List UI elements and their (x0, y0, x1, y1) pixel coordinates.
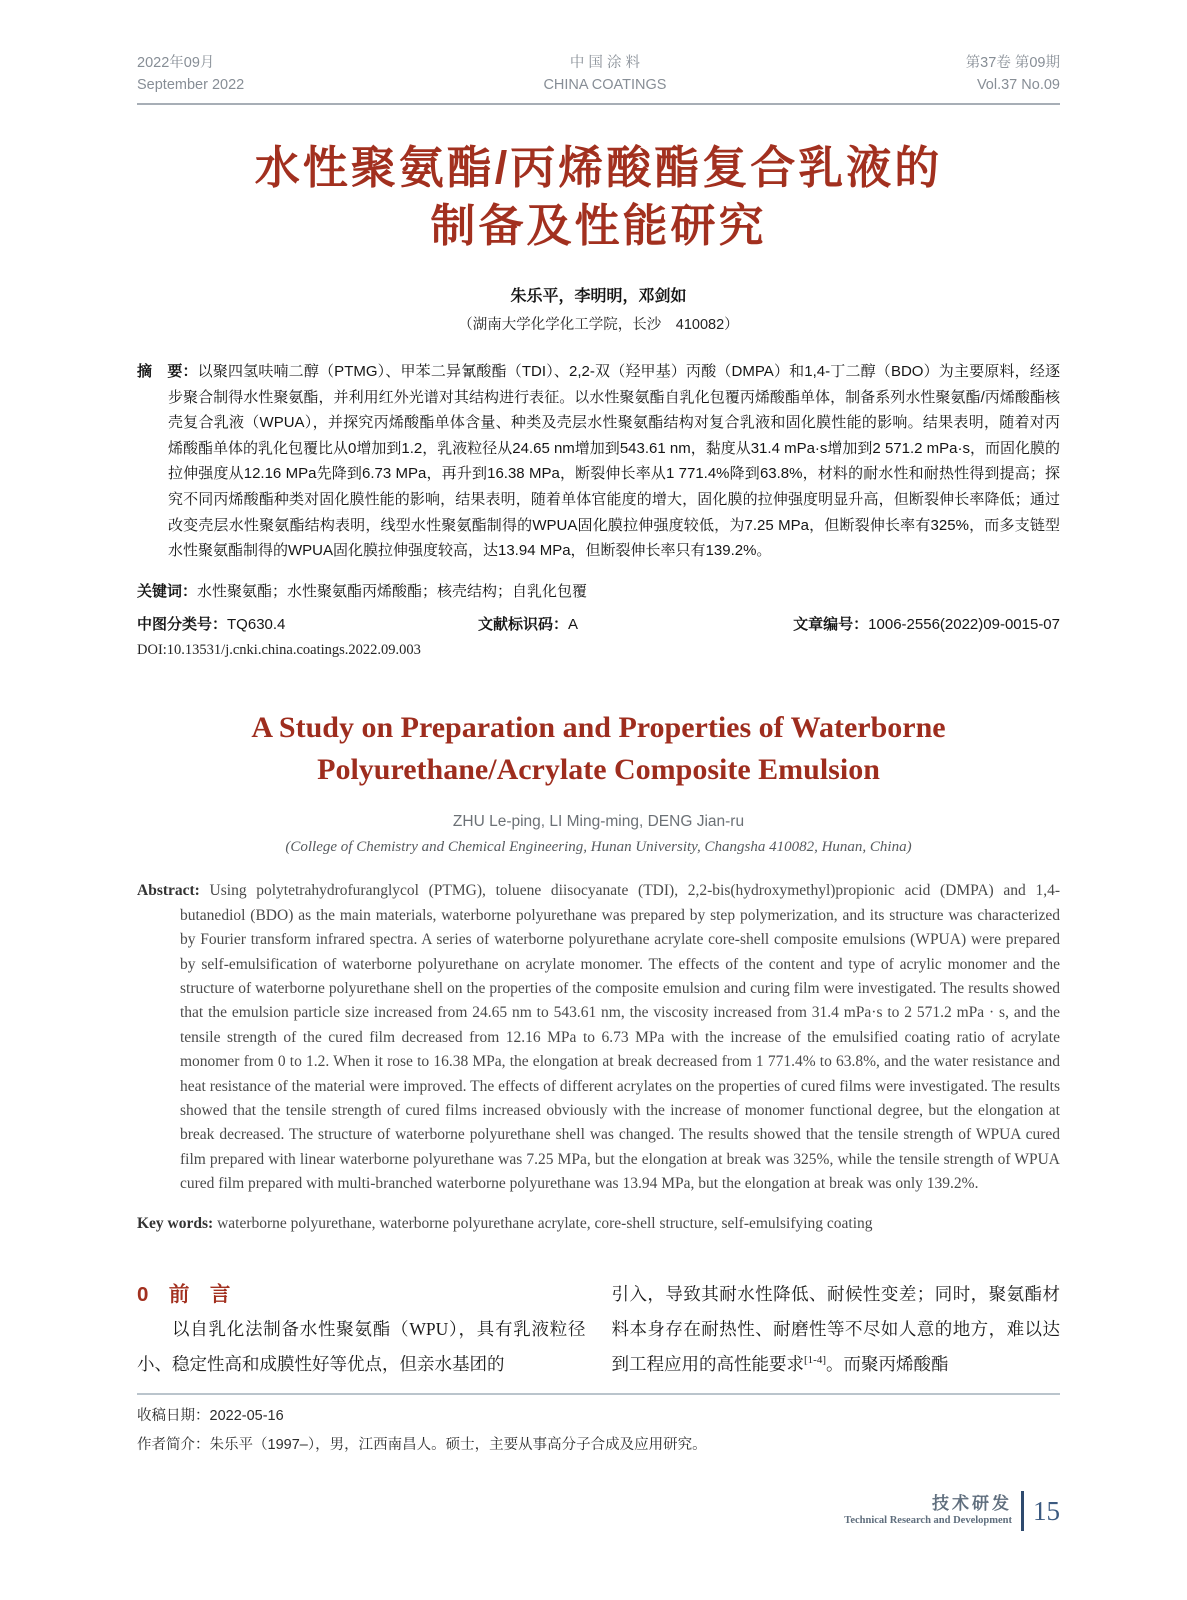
author-bio-label: 作者简介： (137, 1436, 210, 1453)
article-id-label: 文章编号： (793, 616, 869, 634)
intro-paragraph-right (612, 1277, 1061, 1382)
abstract-en-text: Using polytetrahydrofuranglycol (PTMG), toluene diisocyanate (TDI), 2,2-bis(hydroxymethyl)propionic acid (DMPA) and 1,4-butanediol (BDO) as the main materials, waterborne polyurethane was prepared by step polymerization, and its structure was characterized by Fourier transform infrared spectra. A series of waterborne polyurethane acrylate core-shell composite emulsions (WPUA) were prepared by self-emulsification of waterborne polyurethane on acrylate monomer. The effects of the content and type of acrylic monomer and the structure of waterborne polyurethane shell on the properties of the composite emulsion and curing film were investigated. The results showed that the emulsion particle size increased from 24.65 nm to 543.61 nm, the viscosity increased from 31.4 mPa·s to 2 571.2 mPa · s, and the tensile strength of the cured film decreased from 12.16 MPa to 6.73 MPa with the increase of the emulsified coating ratio of acrylate monomer from 0 to 1.2. When it rose to 16.38 MPa, the elongation at break decreased from 1 771.4% to 63.8%, and the water resistance and heat resistance of the material were improved. The effects of different acrylates on the properties of cured films were investigated. The results showed that the tensile strength of cured films increased obviously with the increase of monomer functional degree, but the elongation at break decreased. The structure of waterborne polyurethane shell was changed. The results showed that the tensile strength of WPUA cured film prepared with linear waterborne polyurethane was 7.25 MPa, but the elongation at break was 325%, while the tensile strength of WPUA cured film prepared with multi-branched waterborne polyurethane was 13.94 MPa, but the elongation at break was only 139.2%. (180, 882, 1060, 1193)
authors-en: ZHU Le-ping, LI Ming-ming, DENG Jian-ru (452, 813, 745, 831)
article-title-en (137, 707, 1060, 791)
header-issue (966, 52, 1060, 96)
keywords-en-text: waterborne polyurethane, waterborne polyurethane acrylate, core-shell structure, self-emulsifying coating (217, 1215, 873, 1233)
article-title-cn-line1: 水性聚氨酯/丙烯酸酯复合乳液的 (254, 142, 943, 193)
article-title-cn (137, 139, 1060, 255)
authors-cn: 朱乐平，李明明，邓剑如 (510, 288, 687, 305)
doc-code-value: A (568, 616, 579, 634)
abstract-en (137, 879, 1060, 1196)
classification-row (137, 613, 1060, 634)
keywords-cn-label: 关键词： (137, 582, 198, 600)
clc-value: TQ630.4 (227, 616, 286, 634)
affiliation-cn: （湖南大学化学化工学院，长沙 410082） (458, 317, 739, 333)
footer-section-en: Technical Research and Development (844, 1515, 1012, 1526)
intro-left-column (137, 1277, 586, 1382)
journal-header (137, 52, 1060, 96)
introduction-section (137, 1277, 1060, 1382)
page-footer (844, 1491, 1060, 1531)
header-issue-en: Vol.37 No.09 (976, 77, 1060, 93)
header-journal-en: CHINA COATINGS (543, 77, 667, 93)
author-bio-value: 朱乐平（1997–），男，江西南昌人。硕士，主要从事高分子合成及应用研究。 (209, 1436, 707, 1453)
doi: DOI:10.13531/j.cnki.china.coatings.2022.09.003 (137, 642, 421, 659)
abstract-cn-label: 摘 要： (137, 363, 198, 380)
citation-ref-1-4: [1-4] (804, 1353, 826, 1366)
article-title-en-line2: Polyurethane/Acrylate Composite Emulsion (317, 753, 880, 787)
header-journal-cn: 中 国 涂 料 (569, 55, 640, 71)
footnote-rule (137, 1393, 1060, 1395)
footer-section-cn: 技术研发 (932, 1494, 1012, 1513)
intro-paragraph-left: 以自乳化法制备水性聚氨酯（WPU），具有乳液粒径小、稳定性高和成膜性好等优点，但亲水基团的 (137, 1318, 586, 1374)
received-date-line (137, 1402, 1060, 1431)
abstract-en-label: Abstract: (137, 882, 200, 900)
article-id-value: 1006-2556(2022)09-0015-07 (868, 616, 1060, 634)
header-date-en: September 2022 (137, 77, 245, 93)
received-date-label: 收稿日期： (137, 1407, 210, 1424)
keywords-cn (137, 579, 1060, 605)
abstract-cn (137, 359, 1060, 564)
clc-number (137, 613, 478, 634)
doc-code-label: 文献标识码： (478, 616, 569, 634)
section-heading-0: 0 前 言 (137, 1282, 231, 1306)
footer-section (844, 1494, 1012, 1528)
footnote (137, 1402, 1060, 1460)
article-title-cn-line2: 制备及性能研究 (430, 200, 767, 251)
keywords-en-label: Key words: (137, 1215, 214, 1233)
abstract-cn-text: 以聚四氢呋喃二醇（PTMG）、甲苯二异氰酸酯（TDI）、2,2-双（羟甲基）丙酸（DMPA）和1,4-丁二醇（BDO）为主要原料，经逐步聚合制得水性聚氨酯，并利用红外光谱对其结构进行表征。以水性聚氨酯自乳化包覆丙烯酸酯单体，制备系列水性聚氨酯/丙烯酸酯核壳复合乳液（WPUA），并探究丙烯酸酯单体含量、种类及壳层水性聚氨酯结构对复合乳液和固化膜性能的影响。结果表明，随着对丙烯酸酯单体的乳化包覆比从0增加到1.2，乳液粒径从24.65 nm增加到543.61 nm，黏度从31.4 mPa·s增加到2 571.2 mPa·s，而固化膜的拉伸强度从12.16 MPa先降到6.73 MPa，再升到16.38 MPa，断裂伸长率从1 771.4%降到63.8%，材料的耐水性和耐热性得到提高；探究不同丙烯酸酯种类对固化膜性能的影响，结果表明，随着单体官能度的增大，固化膜的拉伸强度明显升高，但断裂伸长率降低；通过改变壳层水性聚氨酯结构表明，线型水性聚氨酯制得的WPUA固化膜拉伸强度较低，为7.25 MPa，但断裂伸长率有325%，而多支链型水性聚氨酯制得的WPUA固化膜拉伸强度较高，达13.94 MPa，但断裂伸长率只有139.2%。 (168, 363, 1060, 560)
article-id (793, 613, 1060, 634)
keywords-cn-text: 水性聚氨酯；水性聚氨酯丙烯酸酯；核壳结构；自乳化包覆 (197, 582, 588, 600)
header-date-cn: 2022年09月 (137, 55, 215, 71)
author-bio-line (137, 1431, 1060, 1460)
keywords-en (137, 1212, 1060, 1236)
page-number: 15 (1033, 1495, 1060, 1526)
article-title-en-line1: A Study on Preparation and Properties of Waterborne (251, 711, 946, 745)
header-date (137, 52, 244, 96)
header-issue-cn: 第37卷 第09期 (965, 55, 1060, 71)
intro-right-text-1: 引入，导致其耐水性降低、耐候性变差；同时，聚氨酯材料本身存在耐热性、耐磨性等不尽如人意的地方，难以达到工程应用的高性能要求 (611, 1283, 1060, 1374)
header-rule (137, 103, 1060, 105)
received-date-value: 2022-05-16 (209, 1407, 284, 1424)
intro-right-column (612, 1277, 1061, 1382)
document-code (478, 613, 793, 634)
clc-label: 中图分类号： (137, 616, 228, 634)
intro-right-text-2: 。而聚丙烯酸酯 (826, 1353, 949, 1374)
affiliation-en: (College of Chemistry and Chemical Engineering, Hunan University, Changsha 410082, Hunan, China) (285, 839, 912, 856)
header-journal-name (543, 52, 666, 96)
footer-divider-bar (1021, 1491, 1024, 1531)
